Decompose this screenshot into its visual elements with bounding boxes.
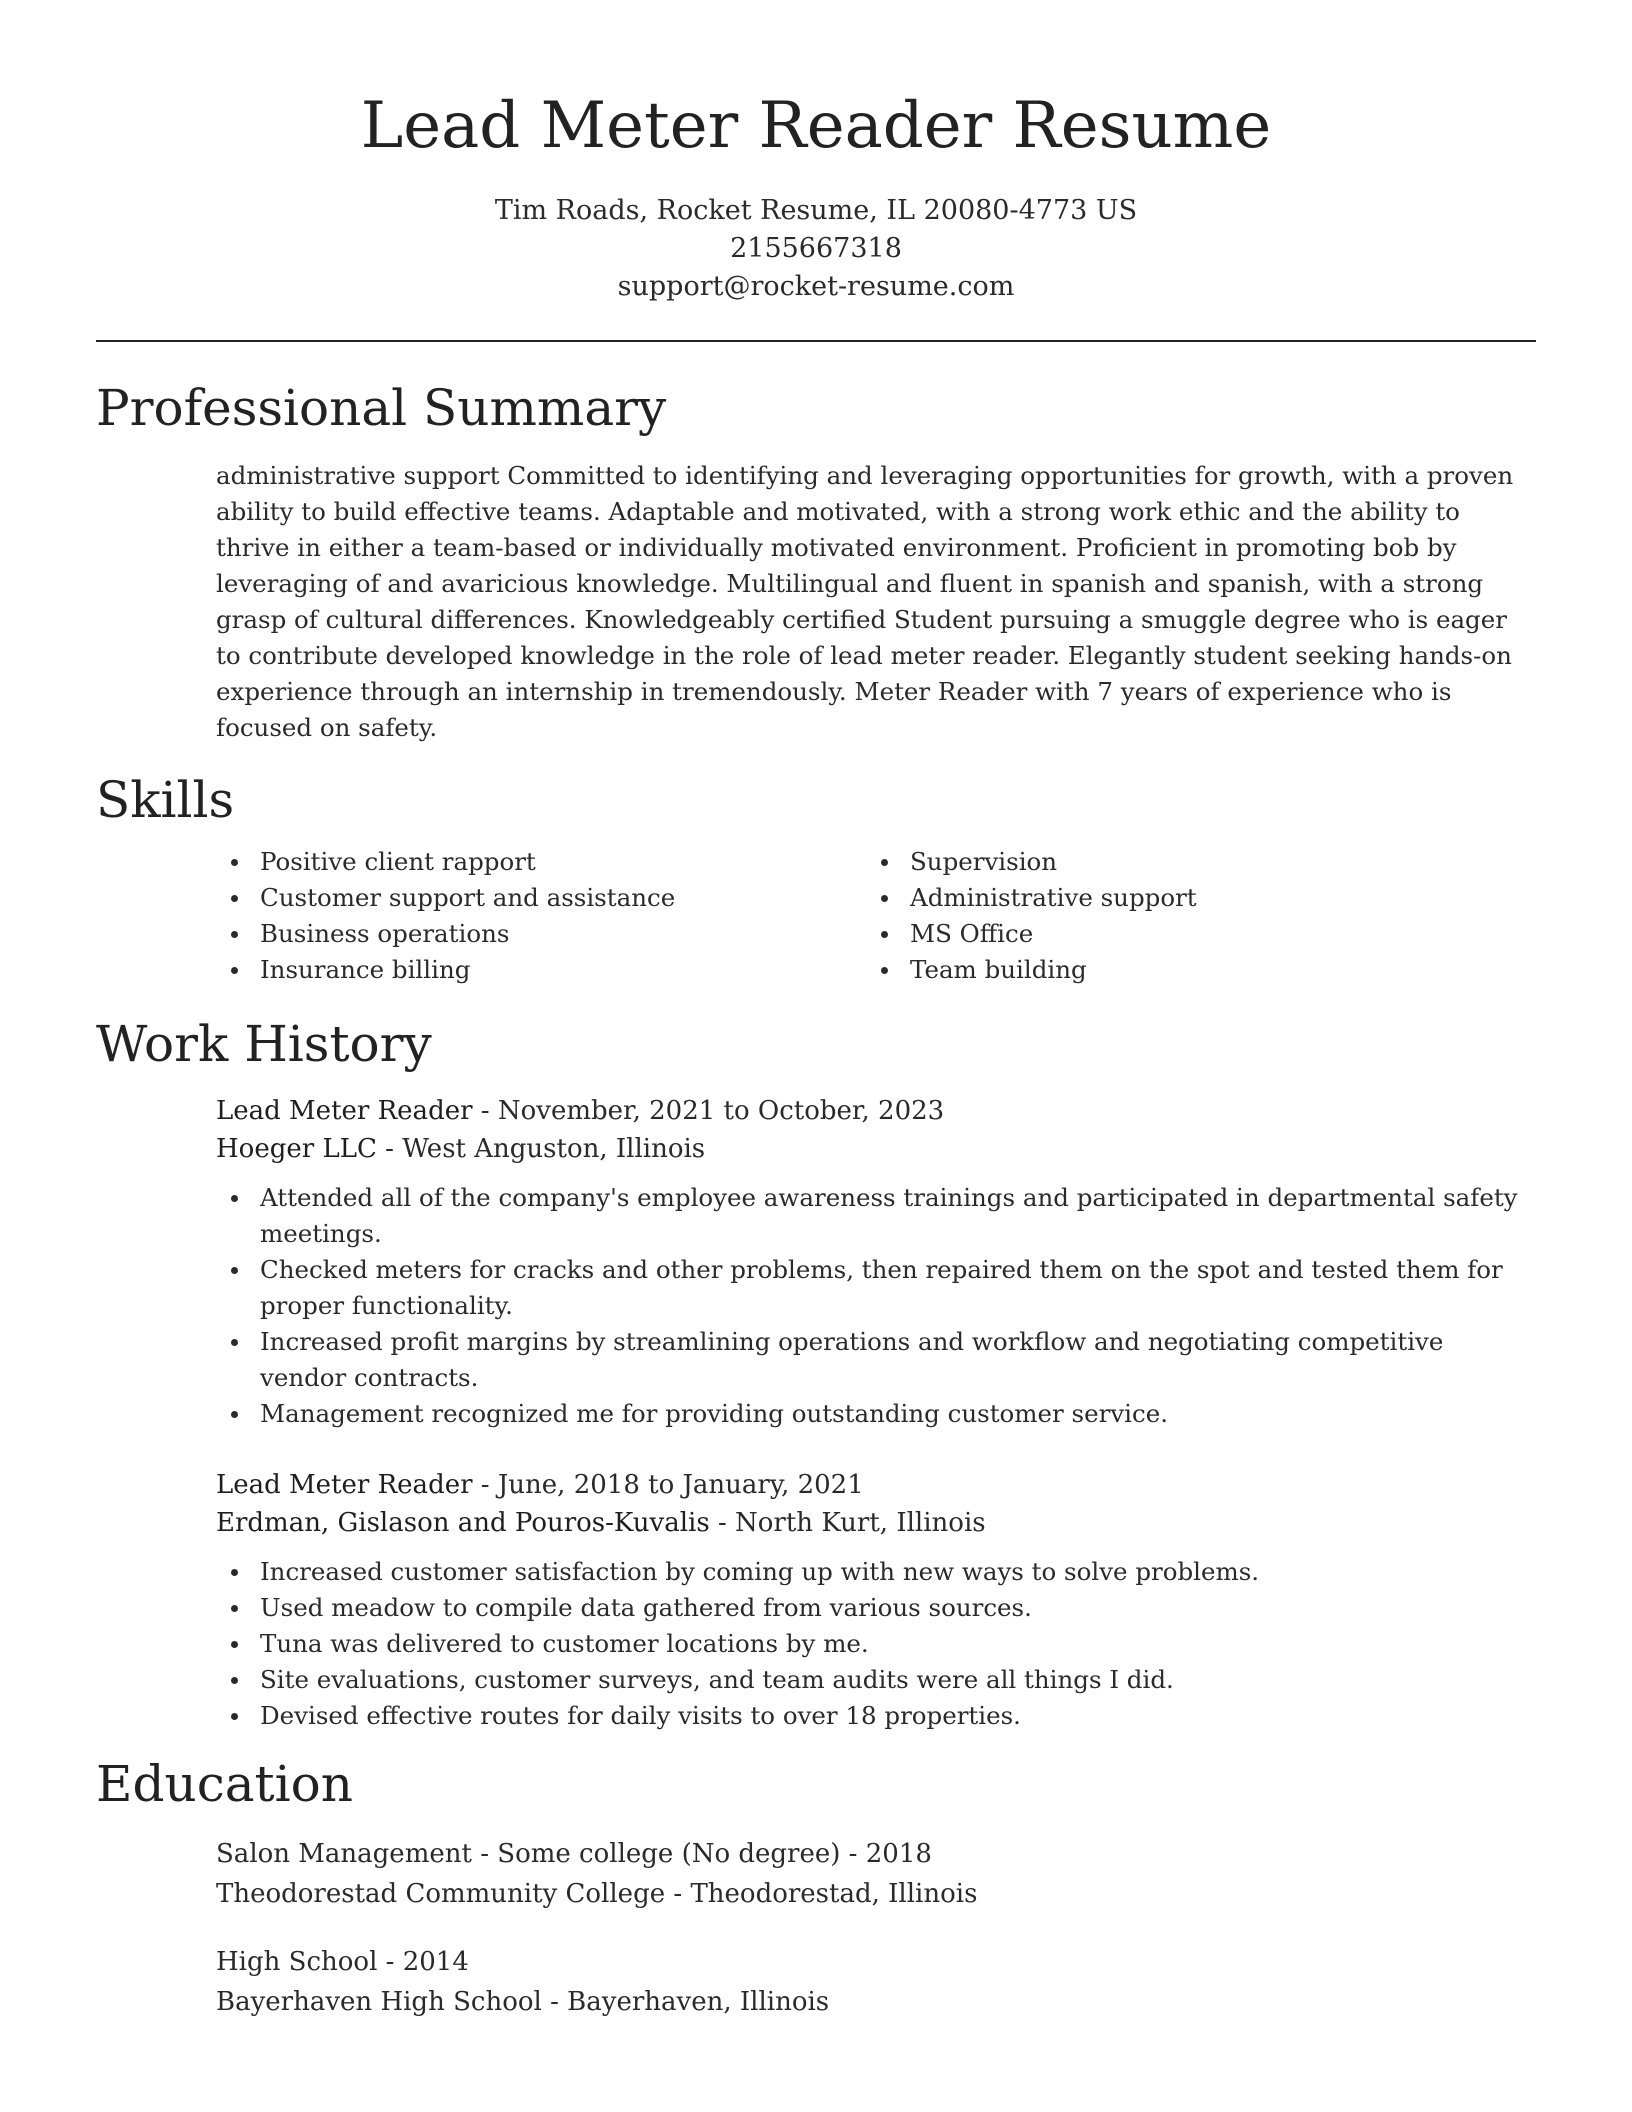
skill-item: Business operations <box>216 916 866 952</box>
skill-item: Positive client rapport <box>216 844 866 880</box>
job-title-line: Lead Meter Reader - November, 2021 to October, 2023 <box>216 1096 945 1126</box>
job-bullet: Tuna was delivered to customer locations by me. <box>216 1626 1536 1662</box>
job-bullet: Increased customer satisfaction by coming up with new ways to solve problems. <box>216 1554 1536 1590</box>
contact-phone: 2155667318 <box>730 233 902 264</box>
education-section <box>96 1754 1536 2022</box>
education-year: 2018 <box>865 1839 932 1869</box>
skill-item: Team building <box>866 952 1516 988</box>
education-program: Salon Management <box>216 1839 472 1869</box>
job-location: West Anguston, Illinois <box>402 1134 706 1164</box>
job-company: Erdman, Gislason and Pouros-Kuvalis <box>216 1508 710 1538</box>
job-entry <box>216 1466 1536 1734</box>
job-bullet: Devised effective routes for daily visits to over 18 properties. <box>216 1698 1536 1734</box>
job-location: North Kurt, Illinois <box>735 1508 986 1538</box>
job-bullet: Used meadow to compile data gathered from various sources. <box>216 1590 1536 1626</box>
job-bullet: Increased profit margins by streamlining operations and workflow and negotiating competitive vendor contracts. <box>216 1324 1536 1396</box>
skills-grid <box>216 844 1536 988</box>
education-program-line: High School - 2014 <box>216 1947 469 1977</box>
job-company-line: Hoeger LLC - West Anguston, Illinois <box>216 1134 706 1164</box>
job-bullet: Attended all of the company's employee awareness trainings and participated in departmental safety meetings. <box>216 1180 1536 1252</box>
education-year: 2014 <box>402 1947 469 1977</box>
education-entry <box>216 1942 1536 2022</box>
job-bullets <box>216 1180 1536 1432</box>
summary-section <box>96 378 1536 746</box>
job-title: Lead Meter Reader <box>216 1096 473 1126</box>
resume-page <box>96 0 1536 2022</box>
contact-block <box>96 192 1536 306</box>
summary-heading: Professional Summary <box>96 379 667 437</box>
job-bullets <box>216 1554 1536 1734</box>
skill-item: Insurance billing <box>216 952 866 988</box>
education-school-line: Bayerhaven High School - Bayerhaven, Illinois <box>216 1987 830 2017</box>
education-school: Theodorestad Community College <box>216 1879 666 1909</box>
job-title: Lead Meter Reader <box>216 1470 473 1500</box>
summary-text: administrative support Committed to identifying and leveraging opportunities for growth, with a proven ability to build effective teams. Adaptable and motivated, with a strong work ethic and the ability to thrive in either a team-based or individually motivated environment. Proficient in promoting bob by leveraging of and avaricious knowledge. Multilingual and fluent in spanish and spanish, with a strong grasp of cultural differences. Knowledgeably certified Student pursuing a smuggle degree who is eager to contribute developed knowledge in the role of lead meter reader. Elegantly student seeking hands-on experience through an internship in tremendously. Meter Reader with 7 years of experience who is focused on safety. <box>216 461 1514 742</box>
contact-address: Tim Roads, Rocket Resume, IL 20080-4773 US <box>494 195 1138 226</box>
education-heading: Education <box>96 1755 353 1813</box>
job-company: Hoeger LLC <box>216 1134 377 1164</box>
header-divider <box>96 340 1536 342</box>
education-school: Bayerhaven High School <box>216 1987 542 2017</box>
job-company-line: Erdman, Gislason and Pouros-Kuvalis - North Kurt, Illinois <box>216 1508 986 1538</box>
education-location: Theodorestad, Illinois <box>690 1879 978 1909</box>
contact-email: support@rocket-resume.com <box>617 271 1015 302</box>
work-history-heading: Work History <box>96 1015 432 1073</box>
education-location: Bayerhaven, Illinois <box>567 1987 830 2017</box>
skill-item: MS Office <box>866 916 1516 952</box>
education-program-line: Salon Management - Some college (No degree) - 2018 <box>216 1839 932 1869</box>
job-bullet: Site evaluations, customer surveys, and team audits were all things I did. <box>216 1662 1536 1698</box>
skill-item: Supervision <box>866 844 1516 880</box>
skill-item: Administrative support <box>866 880 1516 916</box>
work-history-section <box>96 1014 1536 1734</box>
skills-left-list <box>216 844 866 988</box>
education-degree: Some college (No degree) <box>497 1839 841 1869</box>
resume-title: Lead Meter Reader Resume <box>360 89 1272 163</box>
job-bullet: Checked meters for cracks and other problems, then repaired them on the spot and tested them for proper functionality. <box>216 1252 1536 1324</box>
job-dates: June, 2018 to January, 2021 <box>497 1470 864 1500</box>
skills-section <box>96 770 1536 988</box>
skills-right-list <box>866 844 1516 988</box>
job-entry <box>216 1092 1536 1432</box>
skills-heading: Skills <box>96 771 235 829</box>
education-school-line: Theodorestad Community College - Theodorestad, Illinois <box>216 1879 978 1909</box>
education-program: High School <box>216 1947 378 1977</box>
job-dates: November, 2021 to October, 2023 <box>497 1096 945 1126</box>
job-title-line: Lead Meter Reader - June, 2018 to January, 2021 <box>216 1470 864 1500</box>
job-bullet: Management recognized me for providing outstanding customer service. <box>216 1396 1536 1432</box>
education-entry <box>216 1834 1536 1914</box>
skill-item: Customer support and assistance <box>216 880 866 916</box>
